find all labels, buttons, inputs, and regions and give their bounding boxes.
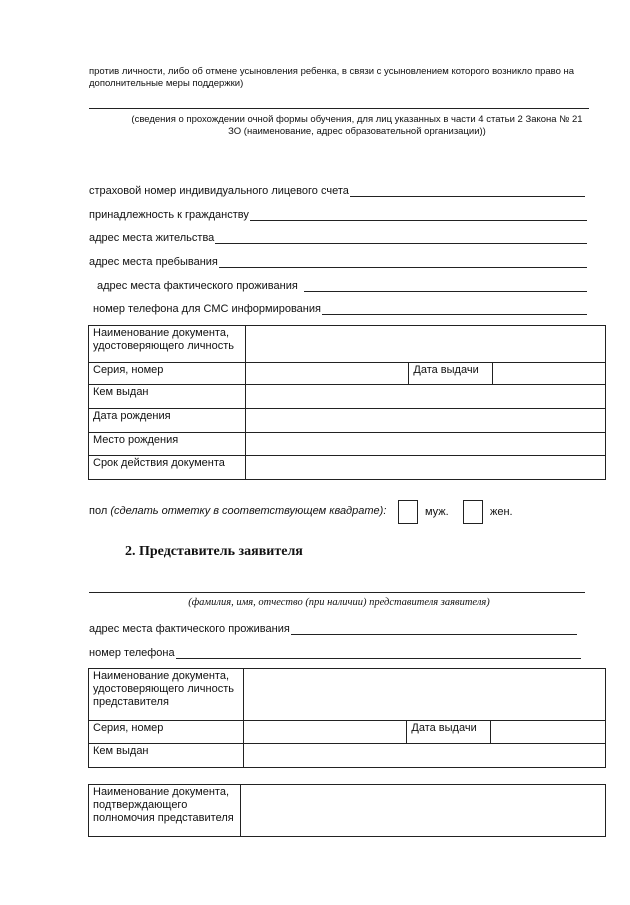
applicant-doc-table bbox=[88, 325, 606, 480]
rep-issue-date-label: Дата выдачи bbox=[407, 721, 491, 744]
female-label: жен. bbox=[490, 506, 513, 518]
rep-series-input[interactable] bbox=[243, 721, 407, 744]
rep-name-caption: (фамилия, имя, отчество (при наличии) представителя заявителя) bbox=[188, 597, 490, 608]
stay-field[interactable] bbox=[89, 256, 587, 268]
snils-input[interactable] bbox=[350, 185, 585, 197]
snils-label: страховой номер индивидуального лицевого счета bbox=[89, 185, 349, 197]
education-input-line[interactable] bbox=[89, 108, 589, 109]
table-row bbox=[89, 326, 606, 363]
birth-date-label: Дата рождения bbox=[89, 409, 246, 433]
validity-label: Срок действия документа bbox=[89, 456, 246, 480]
female-checkbox[interactable] bbox=[463, 500, 483, 524]
intro-text bbox=[89, 66, 594, 90]
intro-line-1: против личности, либо об отмене усыновления ребенка, в связи с усыновлением которого возникло право на bbox=[89, 66, 575, 77]
doc-name-label: Наименование документа, удостоверяющего личность bbox=[89, 326, 246, 363]
rep-doc-table bbox=[88, 668, 606, 768]
gender-hint: (сделать отметку в соответствующем квадрате): bbox=[110, 505, 387, 517]
validity-input[interactable] bbox=[245, 456, 605, 480]
citizenship-field[interactable] bbox=[89, 209, 587, 221]
birth-date-input[interactable] bbox=[245, 409, 605, 433]
education-caption-line-1: (сведения о прохождении очной формы обучения, для лиц указанных в части 4 статьи 2 Закона № 21 bbox=[131, 114, 583, 125]
issue-date-label: Дата выдачи bbox=[409, 363, 493, 385]
citizenship-label: принадлежность к гражданству bbox=[89, 209, 249, 221]
birth-place-label: Место рождения bbox=[89, 433, 246, 456]
actual-address-field[interactable] bbox=[97, 280, 587, 292]
table-row bbox=[89, 409, 606, 433]
authority-doc-table bbox=[88, 784, 606, 837]
rep-issued-by-label: Кем выдан bbox=[89, 744, 244, 768]
rep-actual-address-input[interactable] bbox=[291, 623, 577, 635]
sms-phone-input[interactable] bbox=[322, 303, 587, 315]
rep-actual-address-label: адрес места фактического проживания bbox=[89, 623, 290, 635]
rep-phone-label: номер телефона bbox=[89, 647, 175, 659]
residence-label: адрес места жительства bbox=[89, 232, 215, 244]
rep-phone-field[interactable] bbox=[89, 647, 581, 659]
stay-input[interactable] bbox=[219, 256, 587, 268]
stay-label: адрес места пребывания bbox=[89, 256, 218, 268]
rep-name-input-line[interactable] bbox=[89, 592, 585, 593]
table-row bbox=[89, 385, 606, 409]
gender-label: пол bbox=[89, 505, 108, 517]
table-row bbox=[89, 785, 606, 837]
rep-issue-date-input[interactable] bbox=[491, 721, 606, 744]
table-row bbox=[89, 363, 606, 385]
rep-series-label: Серия, номер bbox=[89, 721, 244, 744]
male-checkbox[interactable] bbox=[398, 500, 418, 524]
section-2-heading: 2. Представитель заявителя bbox=[125, 544, 303, 559]
actual-address-input[interactable] bbox=[304, 280, 587, 292]
sms-phone-field[interactable] bbox=[93, 303, 587, 315]
male-label: муж. bbox=[425, 506, 449, 518]
intro-line-2: дополнительные меры поддержки) bbox=[89, 78, 244, 89]
citizenship-input[interactable] bbox=[250, 209, 587, 221]
snils-field[interactable] bbox=[89, 185, 585, 197]
series-label: Серия, номер bbox=[89, 363, 246, 385]
education-caption-line-2: ЗО (наименование, адрес образовательной организации)) bbox=[228, 126, 486, 137]
education-caption bbox=[122, 114, 592, 138]
authority-doc-name-input[interactable] bbox=[240, 785, 605, 837]
sms-phone-label: номер телефона для СМС информирования bbox=[93, 303, 321, 315]
table-row bbox=[89, 433, 606, 456]
table-row bbox=[89, 744, 606, 768]
rep-doc-name-label: Наименование документа, удостоверяющего личность представителя bbox=[89, 669, 244, 721]
rep-doc-name-input[interactable] bbox=[243, 669, 605, 721]
rep-phone-input[interactable] bbox=[176, 647, 581, 659]
rep-issued-by-input[interactable] bbox=[243, 744, 605, 768]
issued-by-label: Кем выдан bbox=[89, 385, 246, 409]
doc-name-input[interactable] bbox=[245, 326, 605, 363]
table-row bbox=[89, 669, 606, 721]
birth-place-input[interactable] bbox=[245, 433, 605, 456]
table-row bbox=[89, 456, 606, 480]
gender-row bbox=[89, 505, 386, 518]
rep-actual-address-field[interactable] bbox=[89, 623, 577, 635]
residence-input[interactable] bbox=[215, 232, 587, 244]
series-input[interactable] bbox=[245, 363, 409, 385]
actual-address-label: адрес места фактического проживания bbox=[97, 280, 298, 292]
table-row bbox=[89, 721, 606, 744]
issued-by-input[interactable] bbox=[245, 385, 605, 409]
issue-date-input[interactable] bbox=[493, 363, 606, 385]
residence-field[interactable] bbox=[89, 232, 587, 244]
authority-doc-name-label: Наименование документа, подтверждающего полномочия представителя bbox=[89, 785, 241, 837]
